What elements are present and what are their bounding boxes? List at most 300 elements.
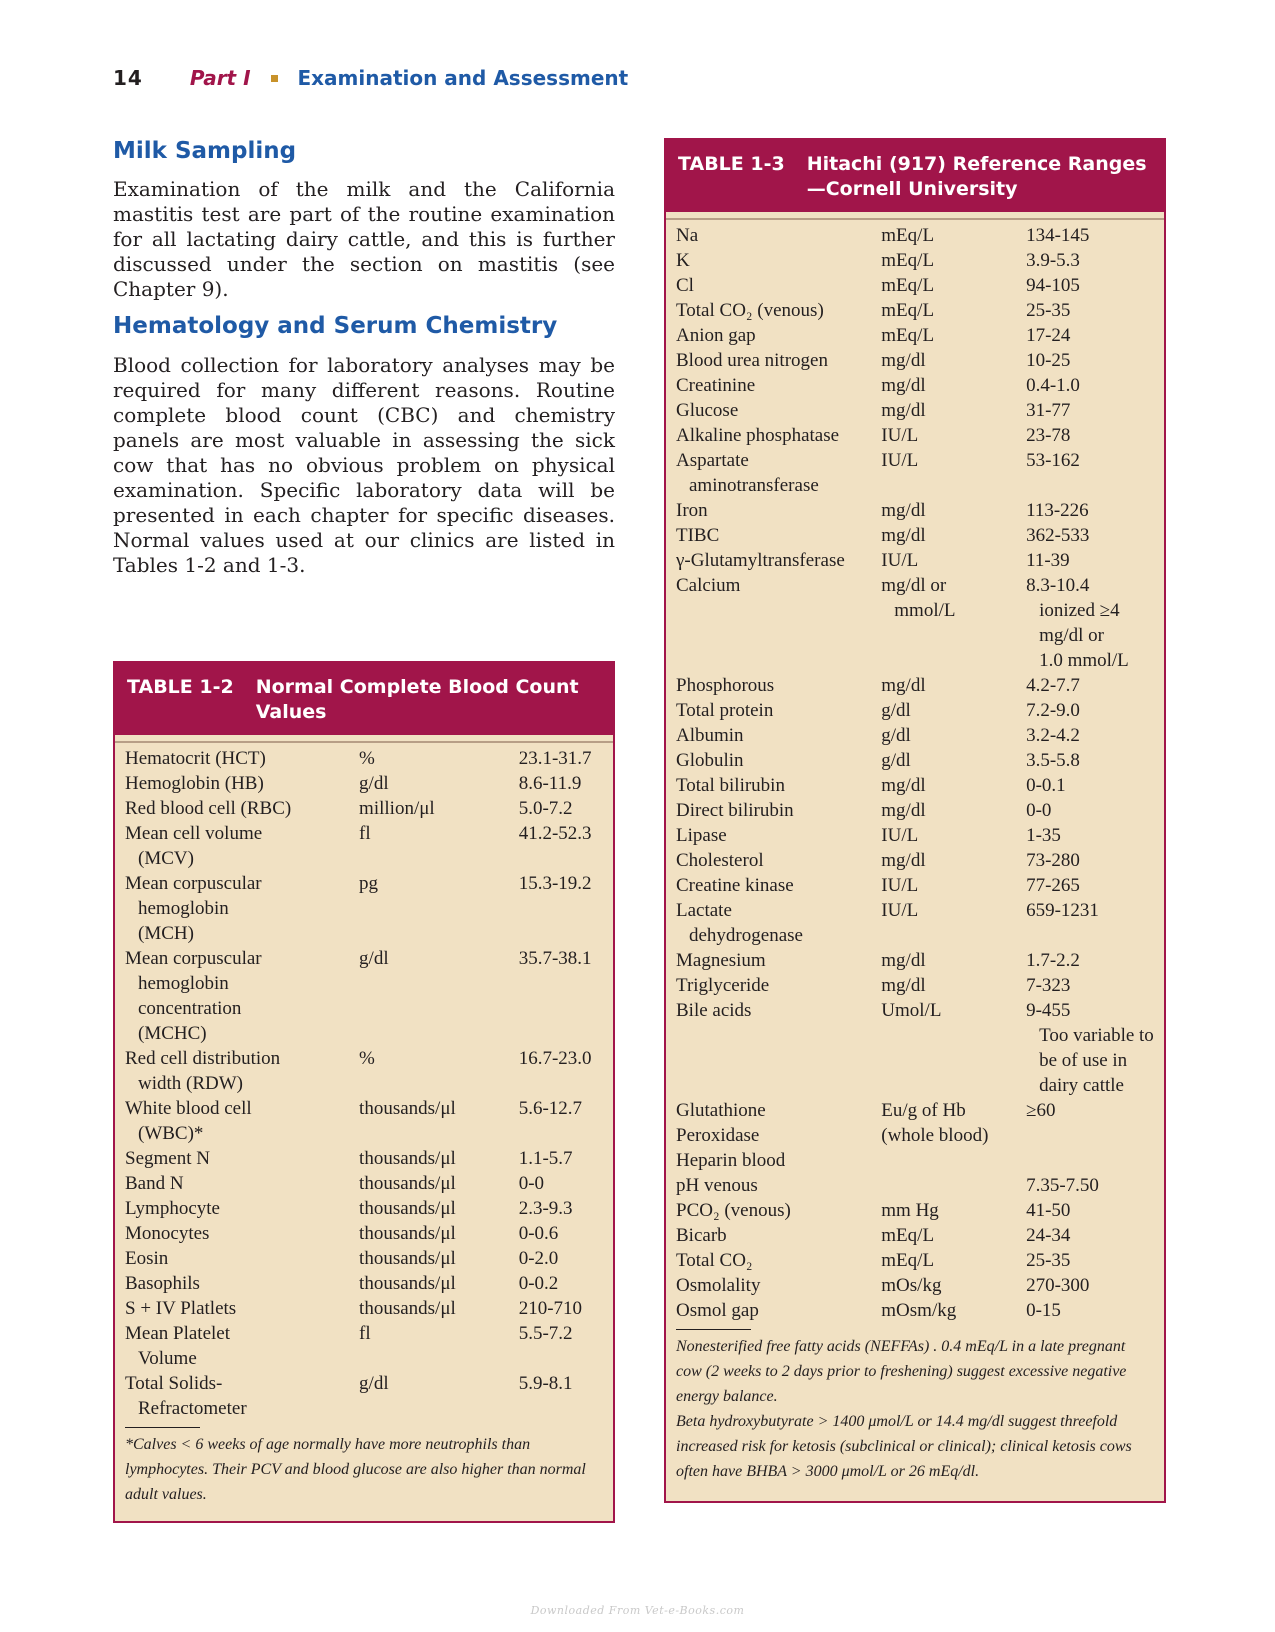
row-unit-line: mg/dl <box>881 850 926 871</box>
row-value-line: 41.2-52.3 <box>518 823 592 844</box>
row-value-line: 10-25 <box>1026 350 1071 371</box>
row-value-cell <box>1026 1273 1154 1298</box>
row-unit-line: IU/L <box>881 900 919 921</box>
row-value-cell <box>1026 698 1154 723</box>
table-1-2-footnote-rule <box>125 1427 200 1428</box>
row-value-cell <box>1026 298 1154 323</box>
row-unit-cell <box>881 723 1026 748</box>
table-1-3-footnotes <box>666 1334 1164 1484</box>
row-value-line: 7.2-9.0 <box>1026 700 1080 721</box>
part-label: Part I <box>189 66 251 90</box>
row-name-line: Calcium <box>676 575 741 596</box>
row-value-line: 0-0 <box>1026 800 1052 821</box>
table-row <box>676 423 1154 448</box>
row-name-cell <box>125 1321 359 1371</box>
row-name-line: Total CO₂ (venous) <box>676 300 824 321</box>
table-row <box>125 1171 603 1196</box>
row-name-cell <box>676 998 881 1098</box>
row-unit-cell <box>881 848 1026 873</box>
row-value-line: mg/dl or <box>1039 625 1104 646</box>
row-name-line: γ-Glutamyltransferase <box>676 550 845 571</box>
row-name-line: Alkaline phosphatase <box>676 425 840 446</box>
row-value-line: 25-35 <box>1026 1250 1071 1271</box>
row-unit-line: mEq/L <box>881 275 935 296</box>
row-value-line: 3.2-4.2 <box>1026 725 1080 746</box>
row-name-line: S + IV Platlets <box>125 1298 237 1319</box>
row-name-line: (MCV) <box>138 848 194 869</box>
row-unit-cell <box>881 323 1026 348</box>
row-unit-line: mg/dl <box>881 400 926 421</box>
row-name-line: Red blood cell (RBC) <box>125 798 292 819</box>
row-name-cell <box>676 1198 881 1223</box>
row-value-line: 77-265 <box>1026 875 1080 896</box>
page-number: 14 <box>113 66 143 90</box>
table-footnote: Beta hydroxybutyrate > 1400 μmol/L or 14.4 mg/dl suggest threefold increased risk for ketosis (subclinical or clinical); clinical ketosis cows often have BHBA > 3000 μmol/L or 26 mEq/dl. <box>676 1413 1132 1480</box>
table-row <box>676 1123 1154 1148</box>
row-unit-cell <box>359 771 519 796</box>
row-unit-line: IU/L <box>881 450 919 471</box>
table-row <box>676 798 1154 823</box>
table-row <box>125 1196 603 1221</box>
row-value-cell <box>519 1246 603 1271</box>
row-unit-cell <box>881 298 1026 323</box>
row-value-cell <box>1026 873 1154 898</box>
row-unit-line: mEq/L <box>881 1225 935 1246</box>
row-value-line: 41-50 <box>1026 1200 1071 1221</box>
row-value-line: 16.7-23.0 <box>518 1048 592 1069</box>
table-row <box>676 773 1154 798</box>
table-1-2-header <box>115 663 613 735</box>
row-value-cell <box>1026 673 1154 698</box>
table-row <box>676 373 1154 398</box>
row-value-line: 5.9-8.1 <box>518 1373 573 1394</box>
row-unit-line: fl <box>359 1323 371 1344</box>
row-value-line: ≥60 <box>1026 1100 1056 1121</box>
row-value-line: 1.7-2.2 <box>1026 950 1080 971</box>
row-name-line: Red cell distribution <box>125 1048 281 1069</box>
row-name-line: concentration <box>138 998 242 1019</box>
table-1-2-label: TABLE 1-2 <box>127 676 234 698</box>
row-unit-cell <box>881 773 1026 798</box>
row-name-cell <box>676 1173 881 1198</box>
row-name-line: Mean cell volume <box>125 823 263 844</box>
row-name-line: White blood cell <box>125 1098 252 1119</box>
row-value-cell <box>1026 1248 1154 1273</box>
table-1-3-title: Hitachi (917) Reference Ranges—Cornell University <box>806 153 1147 200</box>
row-value-line: 23.1-31.7 <box>518 748 592 769</box>
row-unit-line: mg/dl <box>881 675 926 696</box>
table-row <box>676 523 1154 548</box>
row-name-cell <box>125 1221 359 1246</box>
row-unit-cell <box>881 423 1026 448</box>
row-value-line: 134-145 <box>1026 225 1090 246</box>
row-unit-line: thousands/μl <box>359 1098 456 1119</box>
row-unit-cell <box>881 223 1026 248</box>
row-name-cell <box>676 423 881 448</box>
row-value-cell <box>1026 573 1154 673</box>
section-paragraph-milk-sampling: Examination of the milk and the California mastitis test are part of the routine examination for all lactating dairy cattle, and this is further discussed under the section on mastitis (see Chapter 9). <box>113 177 615 301</box>
row-name-cell <box>676 673 881 698</box>
row-value-line: 210-710 <box>518 1298 583 1319</box>
row-name-cell <box>676 898 881 948</box>
table-row <box>125 796 603 821</box>
table-row <box>125 1046 603 1096</box>
row-unit-cell <box>881 698 1026 723</box>
row-value-line: 0.4-1.0 <box>1026 375 1080 396</box>
row-name-line: PCO₂ (venous) <box>676 1200 791 1221</box>
row-unit-line: thousands/μl <box>359 1273 456 1294</box>
row-name-cell <box>676 723 881 748</box>
row-name-cell <box>676 298 881 323</box>
row-name-cell <box>676 823 881 848</box>
row-value-cell <box>1026 773 1154 798</box>
table-row <box>676 723 1154 748</box>
section-paragraph-hematology: Blood collection for laboratory analyses may be required for many different reasons. Routine complete blood count (CBC) and chemistry panels are most valuable in assessing the sick cow that has no obvious problem on physical examination. Specific laboratory data will be presented in each chapter for specific diseases. Normal values used at our clinics are listed in Tables 1-2 and 1-3. <box>113 353 615 577</box>
row-unit-cell <box>359 1196 519 1221</box>
row-unit-cell <box>881 1123 1026 1148</box>
row-value-line: 5.0-7.2 <box>518 798 573 819</box>
row-name-line: Basophils <box>125 1273 200 1294</box>
row-value-cell <box>1026 848 1154 873</box>
row-unit-line: thousands/μl <box>359 1223 456 1244</box>
row-value-line: 362-533 <box>1026 525 1090 546</box>
row-name-line: TIBC <box>676 525 720 546</box>
row-value-line: be of use in <box>1039 1050 1128 1071</box>
table-1-2-header-rule <box>115 741 613 743</box>
row-unit-cell <box>359 1246 519 1271</box>
row-value-cell <box>519 1271 603 1296</box>
row-value-cell <box>519 771 603 796</box>
table-row <box>125 871 603 946</box>
row-name-line: Heparin blood <box>676 1150 786 1171</box>
row-name-line: Peroxidase <box>676 1125 760 1146</box>
row-name-line: K <box>676 250 690 271</box>
row-unit-line: g/dl <box>881 750 911 771</box>
row-name-cell <box>676 448 881 498</box>
row-unit-cell <box>359 946 519 1046</box>
table-row <box>676 448 1154 498</box>
row-value-cell <box>519 1096 603 1146</box>
row-name-cell <box>125 1046 359 1096</box>
row-name-line: Magnesium <box>676 950 766 971</box>
row-value-line: 0-15 <box>1026 1300 1061 1321</box>
row-unit-line: mEq/L <box>881 250 935 271</box>
table-footnote: *Calves < 6 weeks of age normally have more neutrophils than lymphocytes. Their PCV and blood glucose are also higher than normal adult values. <box>125 1436 586 1503</box>
row-value-cell <box>1026 548 1154 573</box>
row-unit-line: mg/dl <box>881 500 926 521</box>
row-unit-cell <box>359 871 519 946</box>
row-unit-cell <box>881 348 1026 373</box>
row-name-cell <box>676 223 881 248</box>
row-value-line: 1.1-5.7 <box>518 1148 573 1169</box>
row-value-cell <box>1026 998 1154 1098</box>
row-value-cell <box>519 796 603 821</box>
row-unit-cell <box>359 746 519 771</box>
table-row <box>676 573 1154 673</box>
row-name-cell <box>125 1271 359 1296</box>
row-value-line: 0-0.2 <box>518 1273 559 1294</box>
table-row <box>125 1146 603 1171</box>
row-unit-cell <box>881 498 1026 523</box>
row-name-line: Total CO₂ <box>676 1250 753 1271</box>
row-unit-line: Eu/g of Hb <box>881 1100 966 1121</box>
row-name-line: Eosin <box>125 1248 169 1269</box>
row-value-line: 2.3-9.3 <box>518 1198 573 1219</box>
row-name-cell <box>676 398 881 423</box>
row-unit-line: mg/dl <box>881 350 926 371</box>
row-name-cell <box>676 773 881 798</box>
row-unit-line: thousands/μl <box>359 1173 456 1194</box>
row-name-line: Anion gap <box>676 325 756 346</box>
row-name-cell <box>676 573 881 673</box>
row-value-cell <box>1026 523 1154 548</box>
row-value-line: 0-0 <box>518 1173 545 1194</box>
table-row <box>676 1248 1154 1273</box>
row-unit-cell <box>881 948 1026 973</box>
row-value-cell <box>519 1296 603 1321</box>
table-row <box>125 946 603 1046</box>
row-name-cell <box>676 973 881 998</box>
section-heading-hematology: Hematology and Serum Chemistry <box>113 313 558 339</box>
row-unit-line: mg/dl <box>881 800 926 821</box>
row-name-line: Lipase <box>676 825 727 846</box>
row-name-cell <box>125 871 359 946</box>
table-row <box>676 673 1154 698</box>
row-unit-line: IU/L <box>881 875 919 896</box>
table-1-2 <box>113 661 615 1523</box>
row-value-line: 24-34 <box>1026 1225 1071 1246</box>
table-row <box>125 1371 603 1421</box>
row-value-cell <box>1026 273 1154 298</box>
row-value-cell <box>519 1171 603 1196</box>
row-unit-line: mOsm/kg <box>881 1300 957 1321</box>
row-name-line: Na <box>676 225 699 246</box>
row-unit-cell <box>881 1098 1026 1123</box>
row-unit-line: g/dl <box>359 773 389 794</box>
row-name-line: Glucose <box>676 400 739 421</box>
row-name-line: Osmol gap <box>676 1300 759 1321</box>
row-unit-cell <box>881 523 1026 548</box>
row-unit-line: mEq/L <box>881 1250 935 1271</box>
row-name-line: (MCH) <box>138 923 194 944</box>
row-unit-cell <box>881 248 1026 273</box>
row-unit-line: mEq/L <box>881 300 935 321</box>
row-value-cell <box>1026 898 1154 948</box>
row-unit-cell <box>881 448 1026 498</box>
row-name-line: Iron <box>676 500 708 521</box>
row-value-cell <box>519 821 603 871</box>
row-value-line: 8.6-11.9 <box>518 773 582 794</box>
row-name-line: Lactate <box>676 900 732 921</box>
row-unit-line: IU/L <box>881 550 919 571</box>
table-1-2-rows <box>115 746 613 1421</box>
row-name-cell <box>676 498 881 523</box>
row-value-line: 94-105 <box>1026 275 1080 296</box>
row-name-line: Cl <box>676 275 694 296</box>
row-unit-cell <box>881 398 1026 423</box>
row-unit-line: mOs/kg <box>881 1275 942 1296</box>
row-value-line: 8.3-10.4 <box>1026 575 1090 596</box>
row-unit-line: IU/L <box>881 425 919 446</box>
row-value-cell <box>1026 723 1154 748</box>
row-unit-line: million/μl <box>359 798 435 819</box>
row-name-line: (WBC)* <box>138 1123 204 1144</box>
row-name-line: pH venous <box>676 1175 758 1196</box>
row-name-cell <box>676 248 881 273</box>
row-value-cell <box>1026 748 1154 773</box>
row-value-cell <box>519 746 603 771</box>
row-name-cell <box>125 1196 359 1221</box>
row-unit-line: thousands/μl <box>359 1248 456 1269</box>
table-row <box>125 1296 603 1321</box>
separator-square <box>271 75 278 82</box>
row-value-cell <box>1026 1298 1154 1323</box>
row-name-line: Bile acids <box>676 1000 752 1021</box>
table-row <box>125 1096 603 1146</box>
row-name-cell <box>676 548 881 573</box>
row-value-line: 35.7-38.1 <box>518 948 592 969</box>
row-unit-cell <box>881 373 1026 398</box>
row-unit-cell <box>359 821 519 871</box>
row-unit-cell <box>359 1371 519 1421</box>
row-unit-cell <box>881 973 1026 998</box>
row-name-cell <box>676 1148 881 1173</box>
row-name-line: Refractometer <box>138 1398 247 1419</box>
table-row <box>676 1273 1154 1298</box>
table-row <box>676 1198 1154 1223</box>
table-1-2-title: Normal Complete Blood Count Values <box>255 676 579 723</box>
row-value-line: 1.0 mmol/L <box>1039 650 1129 671</box>
row-value-line: 0-2.0 <box>518 1248 559 1269</box>
table-row <box>676 223 1154 248</box>
row-value-line: 53-162 <box>1026 450 1080 471</box>
table-row <box>125 771 603 796</box>
row-unit-cell <box>881 548 1026 573</box>
row-name-cell <box>125 1296 359 1321</box>
table-row <box>676 398 1154 423</box>
row-unit-cell <box>881 1273 1026 1298</box>
row-value-cell <box>1026 1123 1154 1148</box>
row-value-cell <box>1026 448 1154 498</box>
row-value-line: 659-1231 <box>1026 900 1099 921</box>
row-value-cell <box>1026 323 1154 348</box>
row-unit-cell <box>359 1321 519 1371</box>
row-unit-cell <box>881 873 1026 898</box>
row-value-line: 270-300 <box>1026 1275 1090 1296</box>
table-1-3-label: TABLE 1-3 <box>678 153 785 175</box>
row-value-cell <box>1026 373 1154 398</box>
row-unit-cell <box>881 823 1026 848</box>
row-unit-line: mg/dl <box>881 975 926 996</box>
row-unit-cell <box>881 748 1026 773</box>
row-value-line: 1-35 <box>1026 825 1061 846</box>
row-name-line: Segment N <box>125 1148 210 1169</box>
row-unit-line: mg/dl <box>881 375 926 396</box>
row-unit-line: % <box>359 748 375 769</box>
row-unit-line: pg <box>359 873 379 894</box>
row-name-line: Hematocrit (HCT) <box>125 748 266 769</box>
row-value-line: 23-78 <box>1026 425 1071 446</box>
row-name-cell <box>676 698 881 723</box>
row-name-line: Glutathione <box>676 1100 766 1121</box>
table-row <box>125 821 603 871</box>
row-name-cell <box>676 1223 881 1248</box>
row-unit-cell <box>359 1046 519 1096</box>
row-unit-line: g/dl <box>359 948 389 969</box>
row-value-line: dairy cattle <box>1039 1075 1124 1096</box>
row-name-cell <box>125 821 359 871</box>
table-footnote: Nonesterified free fatty acids (NEFFAs) . 0.4 mEq/L in a late pregnant cow (2 weeks to 2 days prior to freshening) suggest excessive negative energy balance. <box>676 1338 1127 1405</box>
row-value-line: 5.5-7.2 <box>518 1323 573 1344</box>
row-name-line: Creatine kinase <box>676 875 794 896</box>
row-name-cell <box>676 1098 881 1123</box>
table-row <box>676 1223 1154 1248</box>
row-name-line: hemoglobin <box>138 898 229 919</box>
table-row <box>676 248 1154 273</box>
row-name-line: Blood urea nitrogen <box>676 350 828 371</box>
row-name-line: Osmolality <box>676 1275 761 1296</box>
row-unit-cell <box>359 1221 519 1246</box>
table-row <box>125 1221 603 1246</box>
row-name-line: Mean corpuscular <box>125 948 262 969</box>
row-name-line: Direct bilirubin <box>676 800 794 821</box>
row-name-cell <box>125 1371 359 1421</box>
row-name-cell <box>676 348 881 373</box>
row-value-line: 7.35-7.50 <box>1026 1175 1099 1196</box>
row-value-cell <box>519 871 603 946</box>
table-row <box>125 1271 603 1296</box>
table-row <box>676 823 1154 848</box>
row-value-line: 3.9-5.3 <box>1026 250 1080 271</box>
row-name-line: Creatinine <box>676 375 756 396</box>
row-value-cell <box>1026 798 1154 823</box>
row-name-cell <box>676 523 881 548</box>
row-name-cell <box>125 1146 359 1171</box>
table-row <box>676 298 1154 323</box>
row-unit-cell <box>359 1271 519 1296</box>
row-name-cell <box>676 798 881 823</box>
row-unit-line: mg/dl or <box>881 575 947 596</box>
row-name-cell <box>676 1123 881 1148</box>
row-value-cell <box>1026 498 1154 523</box>
row-unit-line: (whole blood) <box>881 1125 989 1146</box>
row-value-cell <box>1026 398 1154 423</box>
row-name-line: aminotransferase <box>689 475 819 496</box>
row-value-cell <box>1026 423 1154 448</box>
row-name-cell <box>125 1096 359 1146</box>
row-value-line: 5.6-12.7 <box>518 1098 583 1119</box>
row-value-cell <box>1026 1198 1154 1223</box>
row-name-line: Phosphorous <box>676 675 775 696</box>
row-value-cell <box>519 1196 603 1221</box>
row-unit-line: mm Hg <box>881 1200 939 1221</box>
row-unit-cell <box>881 1173 1026 1198</box>
row-value-line: 9-455 <box>1026 1000 1071 1021</box>
table-row <box>676 548 1154 573</box>
row-name-line: (MCHC) <box>138 1023 207 1044</box>
row-value-line: ionized ≥4 <box>1039 600 1120 621</box>
table-1-3-header <box>666 140 1164 212</box>
row-name-line: Aspartate <box>676 450 749 471</box>
row-name-line: hemoglobin <box>138 973 229 994</box>
row-name-line: Bicarb <box>676 1225 727 1246</box>
row-value-cell <box>1026 948 1154 973</box>
row-value-cell <box>1026 223 1154 248</box>
table-row <box>676 748 1154 773</box>
row-name-line: Monocytes <box>125 1223 210 1244</box>
row-name-cell <box>125 1246 359 1271</box>
row-unit-line: mg/dl <box>881 525 926 546</box>
